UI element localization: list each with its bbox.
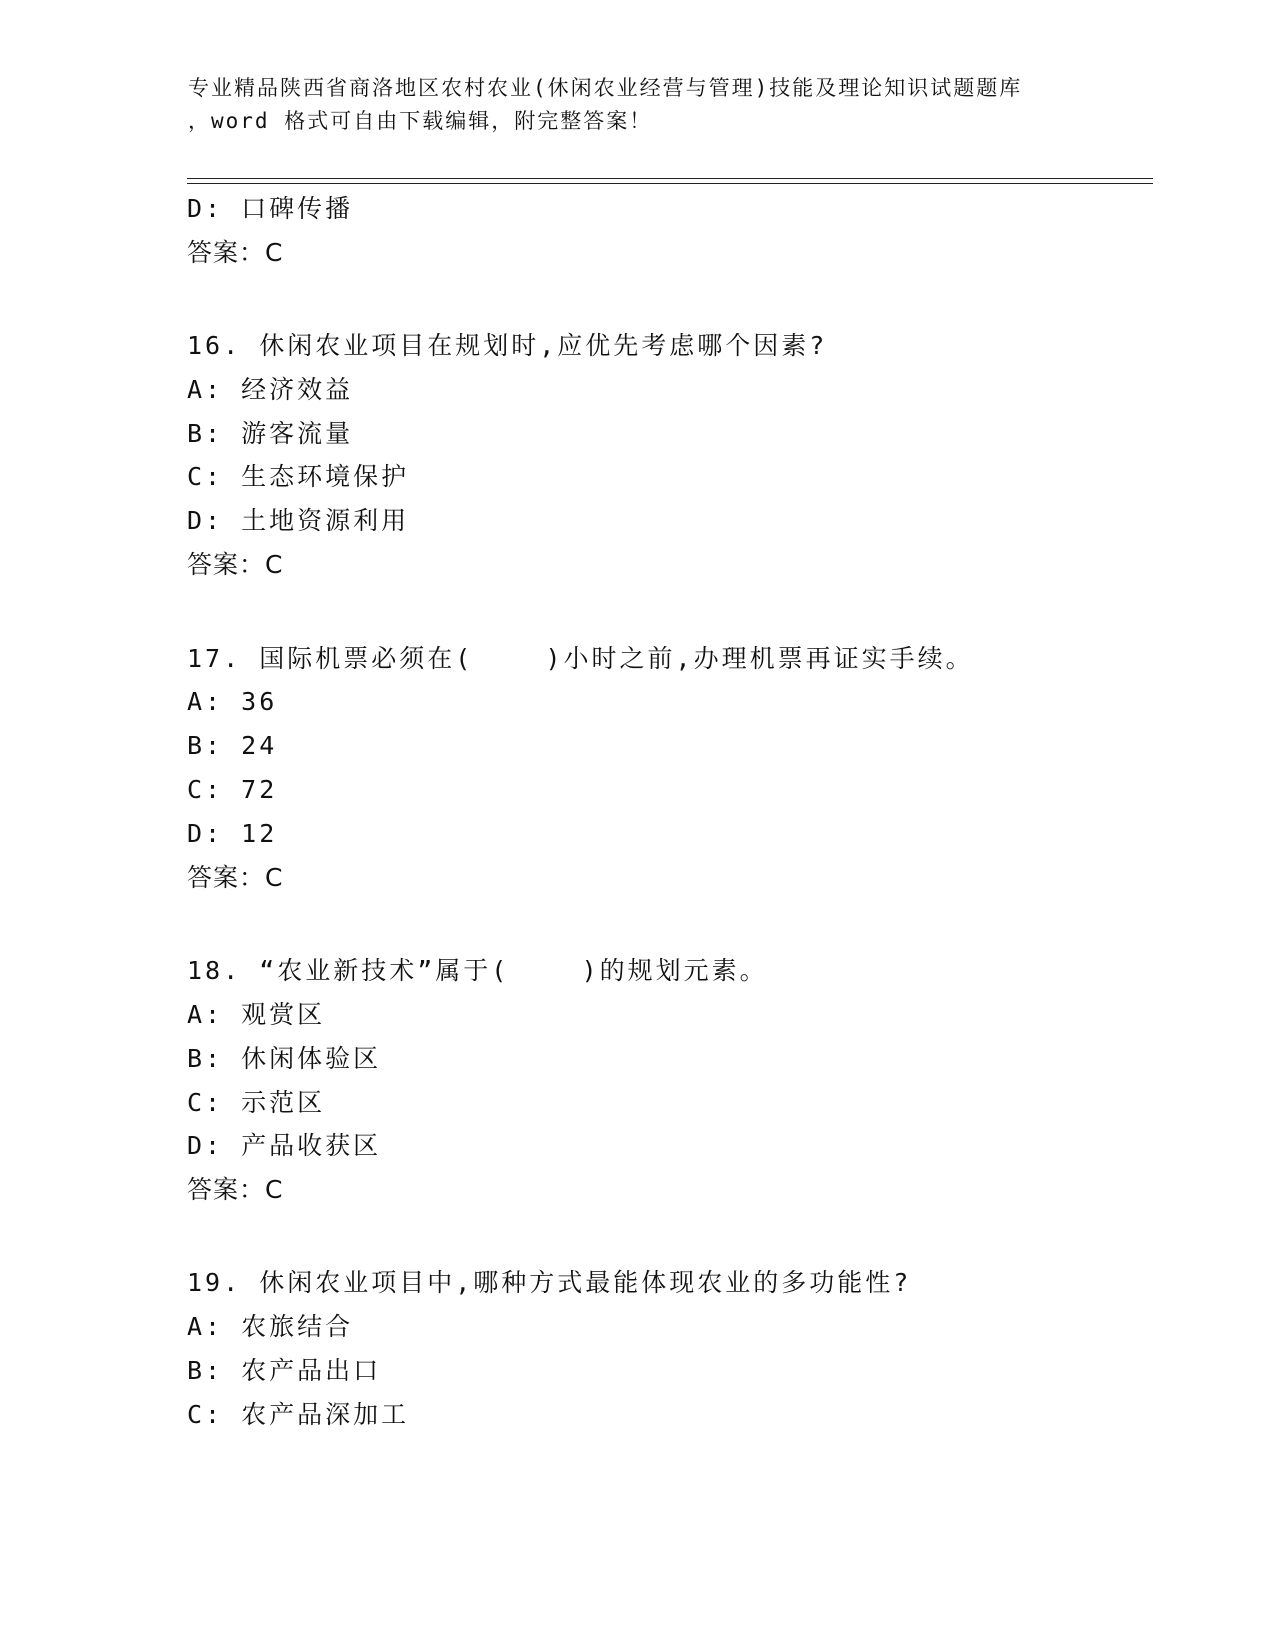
q18-option-b: B: 休闲体验区 <box>187 1044 382 1073</box>
q17-option-c: C: 72 <box>187 775 278 804</box>
q18-option-a: A: 观赏区 <box>187 1000 326 1029</box>
document-header <box>188 72 1088 138</box>
q16-question: 16. 休闲农业项目在规划时,应优先考虑哪个因素? <box>187 331 828 360</box>
header-rule-bottom <box>187 183 1153 184</box>
q18-question: 18. “农业新技术”属于( )的规划元素。 <box>187 956 768 985</box>
header-subtitle-line: ，word 格式可自由下载编辑，附完整答案！ <box>188 109 653 133</box>
q18-answer: 答案：C <box>187 1175 284 1204</box>
q17-question: 17. 国际机票必须在( )小时之前,办理机票再证实手续。 <box>187 644 974 673</box>
q16-option-b: B: 游客流量 <box>187 419 354 448</box>
prev-option-d: D: 口碑传播 <box>187 194 354 223</box>
q18-option-c: C: 示范区 <box>187 1088 326 1117</box>
q17-answer: 答案：C <box>187 863 284 892</box>
q16-answer: 答案：C <box>187 550 284 579</box>
q18-option-d: D: 产品收获区 <box>187 1131 382 1160</box>
q17-option-a: A: 36 <box>187 687 278 716</box>
prev-answer: 答案：C <box>187 238 284 267</box>
q17-option-d: D: 12 <box>187 819 278 848</box>
q16-option-a: A: 经济效益 <box>187 375 354 404</box>
q19-question: 19. 休闲农业项目中,哪种方式最能体现农业的多功能性? <box>187 1268 912 1297</box>
q19-option-c: C: 农产品深加工 <box>187 1400 410 1429</box>
q16-option-d: D: 土地资源利用 <box>187 506 410 535</box>
header-rule-top <box>187 178 1153 179</box>
q19-option-b: B: 农产品出口 <box>187 1356 382 1385</box>
q19-option-a: A: 农旅结合 <box>187 1312 354 1341</box>
q17-option-b: B: 24 <box>187 731 278 760</box>
header-title-line: 专业精品陕西省商洛地区农村农业(休闲农业经营与管理)技能及理论知识试题题库 <box>188 76 1023 100</box>
q16-option-c: C: 生态环境保护 <box>187 462 410 491</box>
